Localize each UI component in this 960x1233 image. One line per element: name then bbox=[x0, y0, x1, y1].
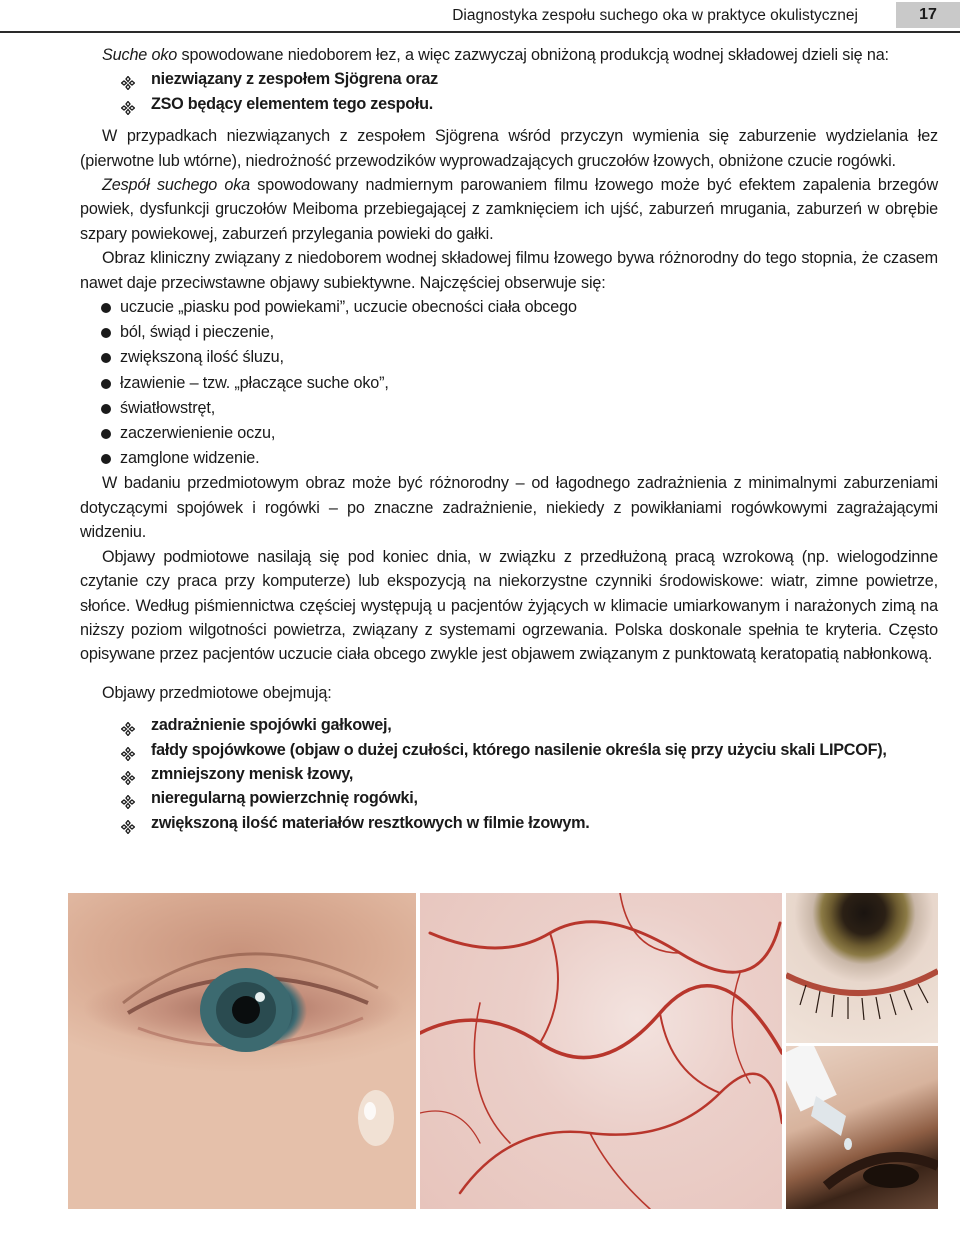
bullet-dot-icon bbox=[101, 379, 111, 389]
list-item: zwiększoną ilość śluzu, bbox=[80, 345, 938, 370]
bullet-dot-icon bbox=[101, 328, 111, 338]
symptoms-list bbox=[80, 295, 938, 471]
diamond-bullet-icon bbox=[121, 98, 135, 112]
paragraph: Obraz kliniczny związany z niedoborem wodnej składowej filmu łzowego bywa różnorodny do tego stopnia, że czasem nawet daje przeciwstawne objawy subiektywne. Najczęściej obserwuje się: bbox=[80, 249, 938, 292]
paragraph: Zespół suchego oka spowodowany nadmiernym parowaniem filmu łzowego może być efektem zapalenia brzegów powiek, dysfunkcji gruczołów Meiboma przebiegającej z zamknięciem ich ujść, zaburzeń mrugania, zaburzeń w obrębie szpary powiekowej, zaburzeń przylegania powieki do gałki. bbox=[80, 176, 938, 243]
bullet-dot-icon bbox=[101, 454, 111, 464]
article-body bbox=[80, 43, 938, 835]
bullet-dot-icon bbox=[101, 404, 111, 414]
list-item: zmniejszony menisk łzowy, bbox=[80, 762, 938, 786]
paragraph: Objawy przedmiotowe obejmują: bbox=[102, 683, 332, 702]
paragraph-term: Zespół suchego oka bbox=[102, 176, 251, 195]
diamond-bullet-icon bbox=[121, 73, 135, 87]
paragraph: Objawy podmiotowe nasilają się pod koniec dnia, w związku z przedłużoną pracą wzrokową (np. wielogodzinne czytanie czy praca przy komputerze) lub ekspozycją na niekorzystne czynniki środowiskowe: wiatr, zimne powietrze, słońce. Według piśmiennictwa częściej występują u pacjentów żyjących w klimacie umiarkowanym i narażonych zimą na niższy poziom wilgotności powietrza, związany z systemami ogrzewania. Polska doskonale spełnia te kryteria. Często opisywane przez pacjentów uczucie ciała obcego zwykle jest objawem związanym z punktowatą keratopatią nabłonkową. bbox=[80, 547, 938, 664]
bullet-dot-icon bbox=[101, 303, 111, 313]
list-item: uczucie „piasku pod powiekami”, uczucie obecności ciała obcego bbox=[80, 295, 938, 320]
diamond-bullet-icon bbox=[121, 719, 135, 733]
intro-term: Suche oko bbox=[102, 46, 178, 64]
list-item: fałdy spojówkowe (objaw o dużej czułości, którego nasilenie określa się przy użyciu skali LIPCOF), bbox=[80, 738, 938, 762]
bullet-dot-icon bbox=[101, 429, 111, 439]
intro-text: spowodowane niedoborem łez, a więc zazwyczaj obniżoną produkcją wodnej składowej dzieli się na: bbox=[177, 46, 889, 64]
diamond-bullet-icon bbox=[121, 817, 135, 831]
paragraph: W przypadkach niezwiązanych z zespołem Sjögrena wśród przyczyn wymienia się zaburzenie wydzielania łez (pierwotne lub wtórne), niedrożność przewodzików wyprowadzających gruczołów łzowych, obniżone czucie rogówki. bbox=[80, 127, 938, 170]
list-item: zwiększoną ilość materiałów resztkowych w filmie łzowym. bbox=[80, 811, 938, 835]
bullet-dot-icon bbox=[101, 353, 111, 363]
running-header: Diagnostyka zespołu suchego oka w praktyce okulistycznej bbox=[452, 7, 858, 24]
page-number: 17 bbox=[896, 2, 960, 28]
list-item: zaczerwienienie oczu, bbox=[80, 421, 938, 446]
teary-eye-photo bbox=[68, 893, 416, 1209]
list-item: zadrażnienie spojówki gałkowej, bbox=[80, 713, 938, 737]
list-item: niezwiązany z zespołem Sjögrena oraz bbox=[80, 67, 938, 91]
intro-paragraph bbox=[80, 43, 938, 67]
eye-drops-photo bbox=[786, 1046, 938, 1209]
bloodshot-conjunctiva-photo bbox=[420, 893, 782, 1209]
list-item: ZSO będący elementem tego zespołu. bbox=[80, 92, 938, 116]
diamond-bullet-icon bbox=[121, 768, 135, 782]
lower-eyelid-photo bbox=[786, 893, 938, 1043]
types-list bbox=[80, 67, 938, 116]
diamond-bullet-icon bbox=[121, 744, 135, 758]
list-item: ból, świąd i pieczenie, bbox=[80, 320, 938, 345]
findings-list bbox=[80, 713, 938, 835]
paragraph: W badaniu przedmiotowym obraz może być różnorodny – od łagodnego zadrażnienia z minimalnymi zaburzeniami dotyczącymi spojówek i rogówki – po znaczne zadrażnienie, niekiedy z powikłaniami rogówkowymi zagrażającymi widzeniu. bbox=[80, 474, 938, 542]
list-item: nieregularną powierzchnię rogówki, bbox=[80, 786, 938, 810]
list-item: zamglone widzenie. bbox=[80, 446, 938, 471]
list-item: łzawienie – tzw. „płaczące suche oko”, bbox=[80, 371, 938, 396]
list-item: światłowstręt, bbox=[80, 396, 938, 421]
header-rule bbox=[0, 31, 960, 33]
diamond-bullet-icon bbox=[121, 792, 135, 806]
